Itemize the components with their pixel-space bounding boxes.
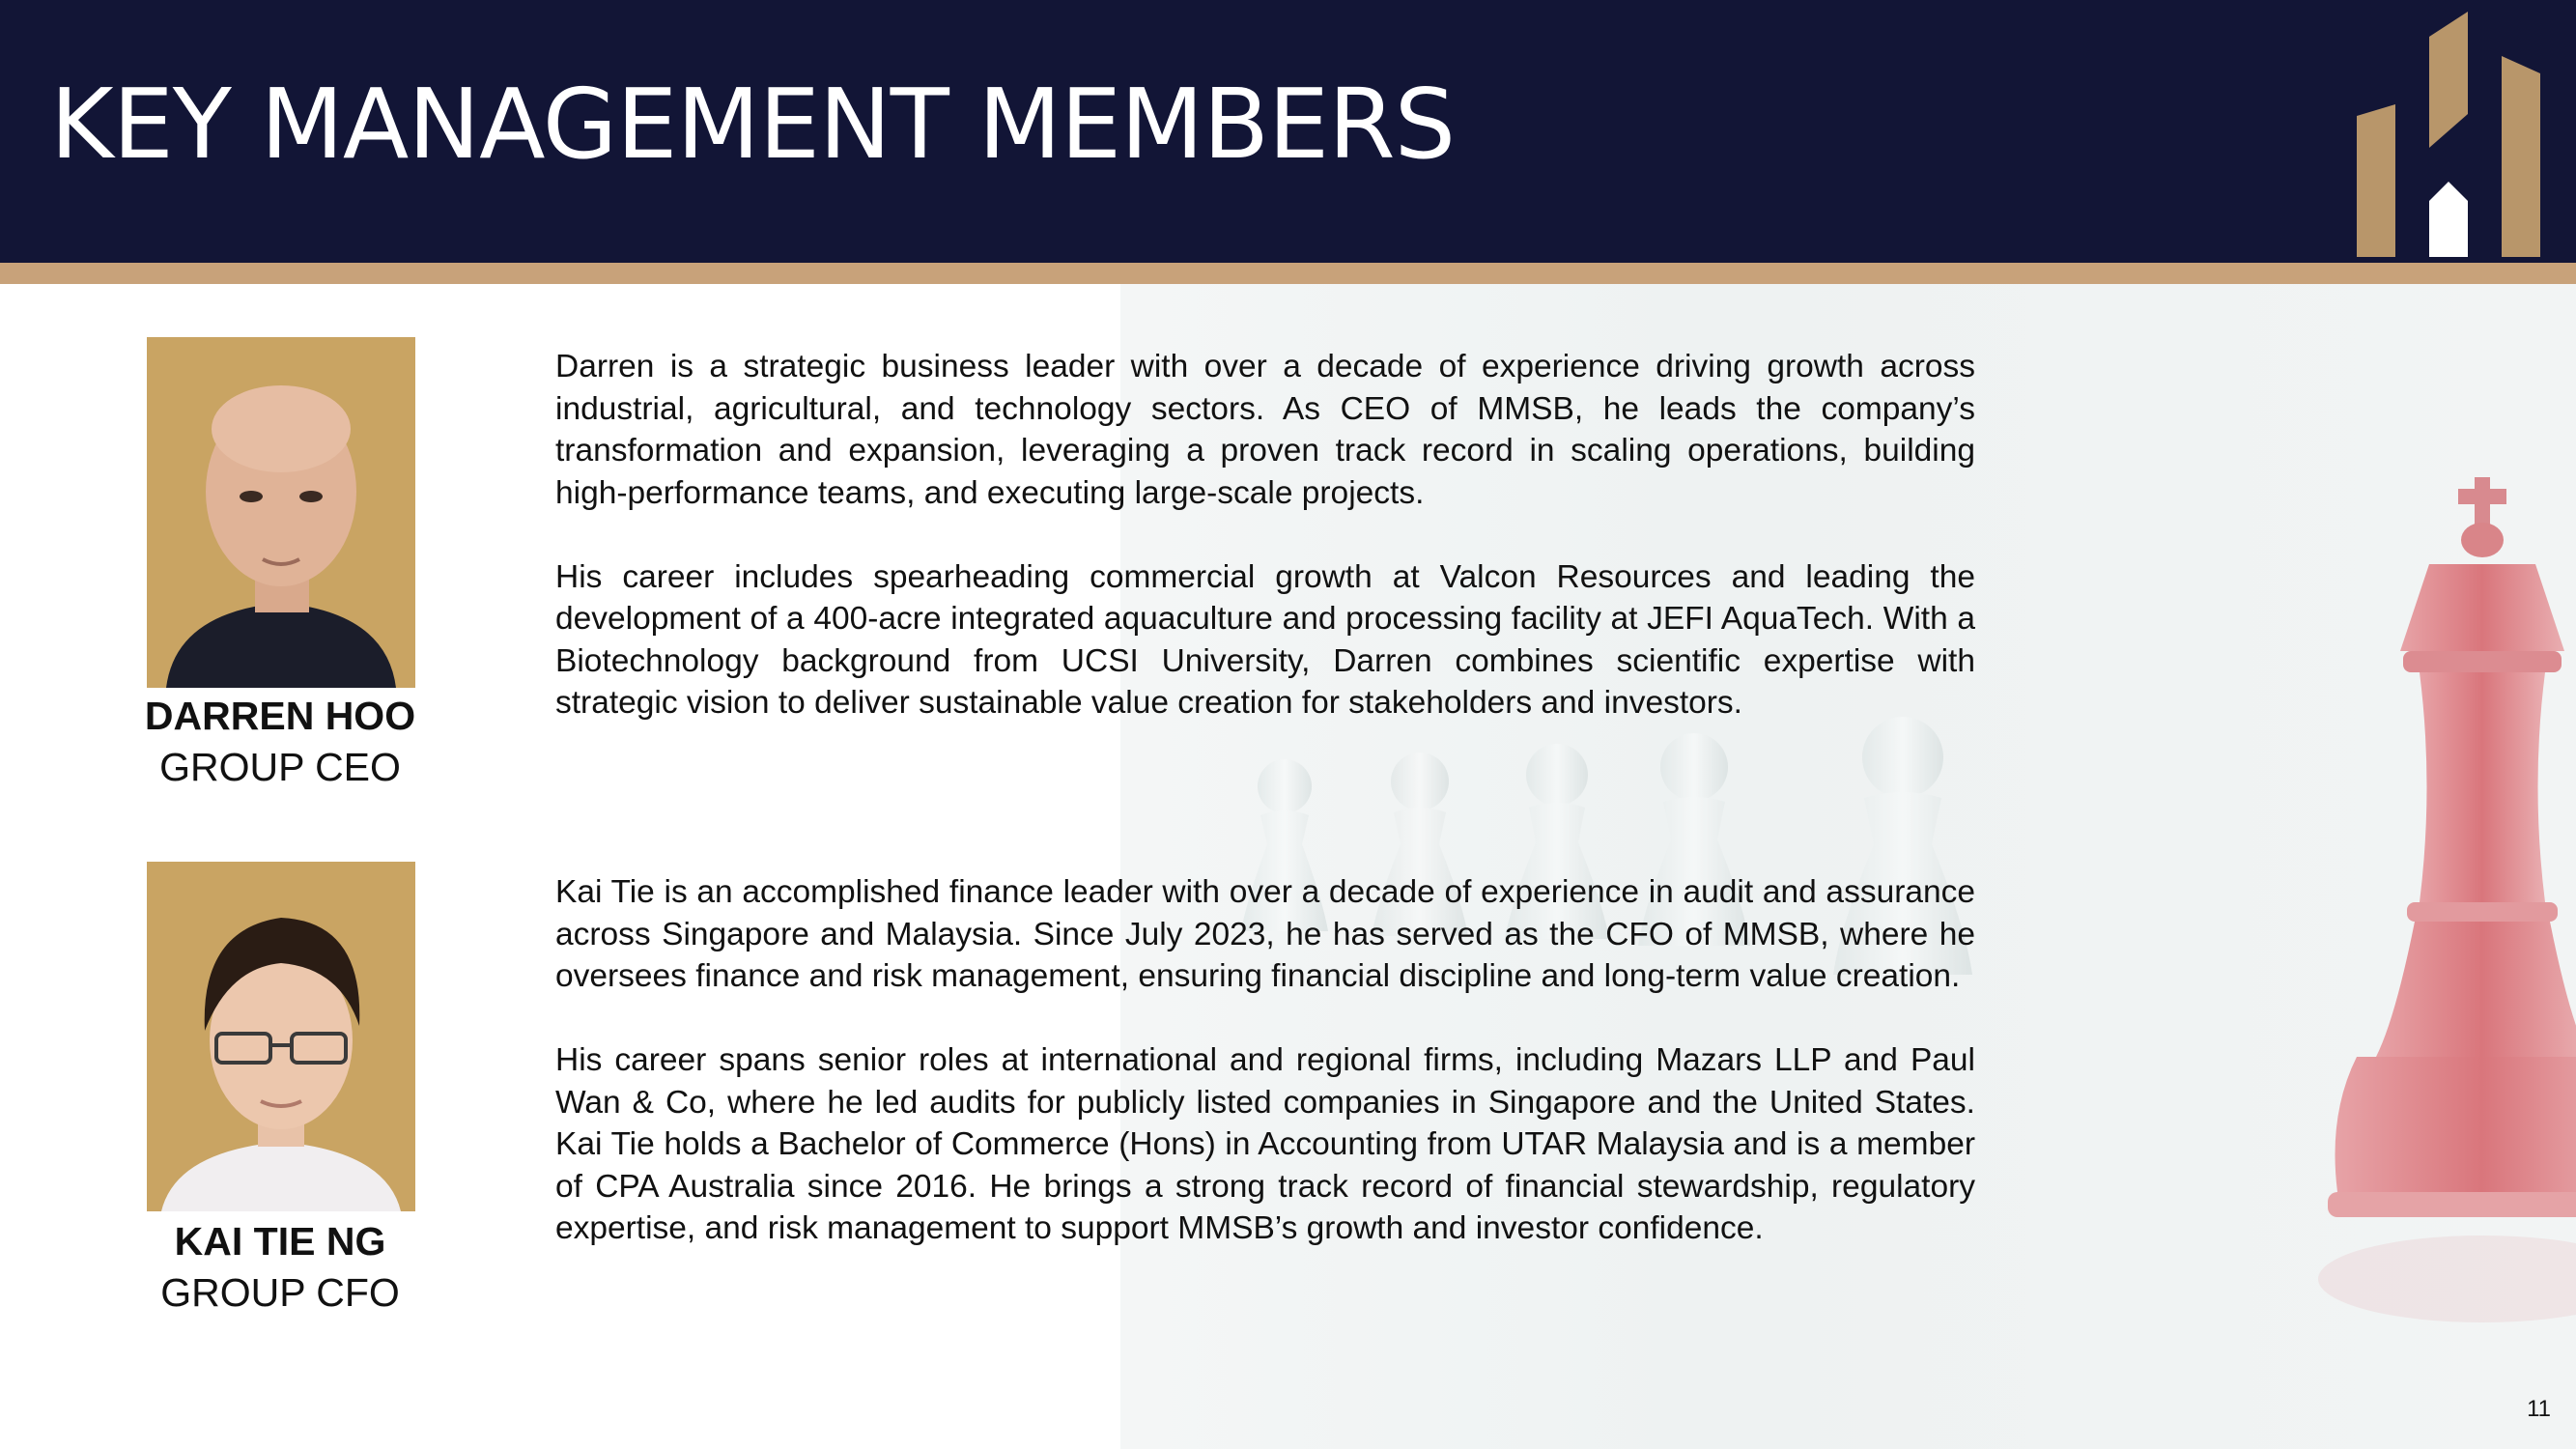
bio-paragraph: Kai Tie is an accomplished finance leader with over a decade of experience in audit and assurance across Singapore and Malaysia. Since July 2023, he has served as the CFO of MMSB, where he oversees finance and risk management, ensuring financial discipline and long-term value creation. (555, 874, 1975, 994)
member-name: KAI TIE NG (174, 1219, 386, 1264)
member-role: GROUP CFO (160, 1270, 400, 1315)
header-bar (0, 0, 2576, 263)
avatar-darren-hoo (147, 337, 415, 688)
member-name: DARREN HOO (144, 694, 416, 738)
company-logo-icon (2357, 8, 2569, 257)
page-title: KEY MANAGEMENT MEMBERS (50, 68, 1456, 181)
bio-paragraph: His career spans senior roles at international and regional firms, including Mazars LLP and Paul Wan & Co, where he led audits for publicly listed companies in Singapore and the United States. Kai Tie holds a Bachelor of Commerce (Hons) in Accounting from UTAR Malaysia and is a member of CPA Australia since 2016. He brings a strong track record of financial stewardship, regulatory expertise, and risk management to support MMSB’s growth and investor confidence. (555, 1042, 1975, 1246)
header-accent-stripe (0, 263, 2576, 284)
person-portrait-icon (147, 862, 415, 1211)
bio-paragraph: Darren is a strategic business leader with over a decade of experience driving growth across industrial, agricultural, and technology sectors. As CEO of MMSB, he leads the company’s transformation and expansion, leveraging a proven track record in scaling operations, building high-performance teams, and executing large-scale projects. (555, 349, 1975, 511)
person-portrait-icon (147, 337, 415, 688)
bio-paragraph: His career includes spearheading commercial growth at Valcon Resources and leading the development of a 400-acre integrated aquaculture and processing facility at JEFI AquaTech. With a Biotechnology background from UCSI University, Darren combines scientific expertise with strategic vision to deliver sustainable value creation for stakeholders and investors. (555, 558, 1975, 721)
avatar-kai-tie-ng (147, 862, 415, 1211)
member-bio (555, 346, 1975, 766)
page-number: 11 (2527, 1396, 2551, 1422)
member-role: GROUP CEO (159, 745, 401, 789)
member-bio (555, 871, 1975, 1292)
